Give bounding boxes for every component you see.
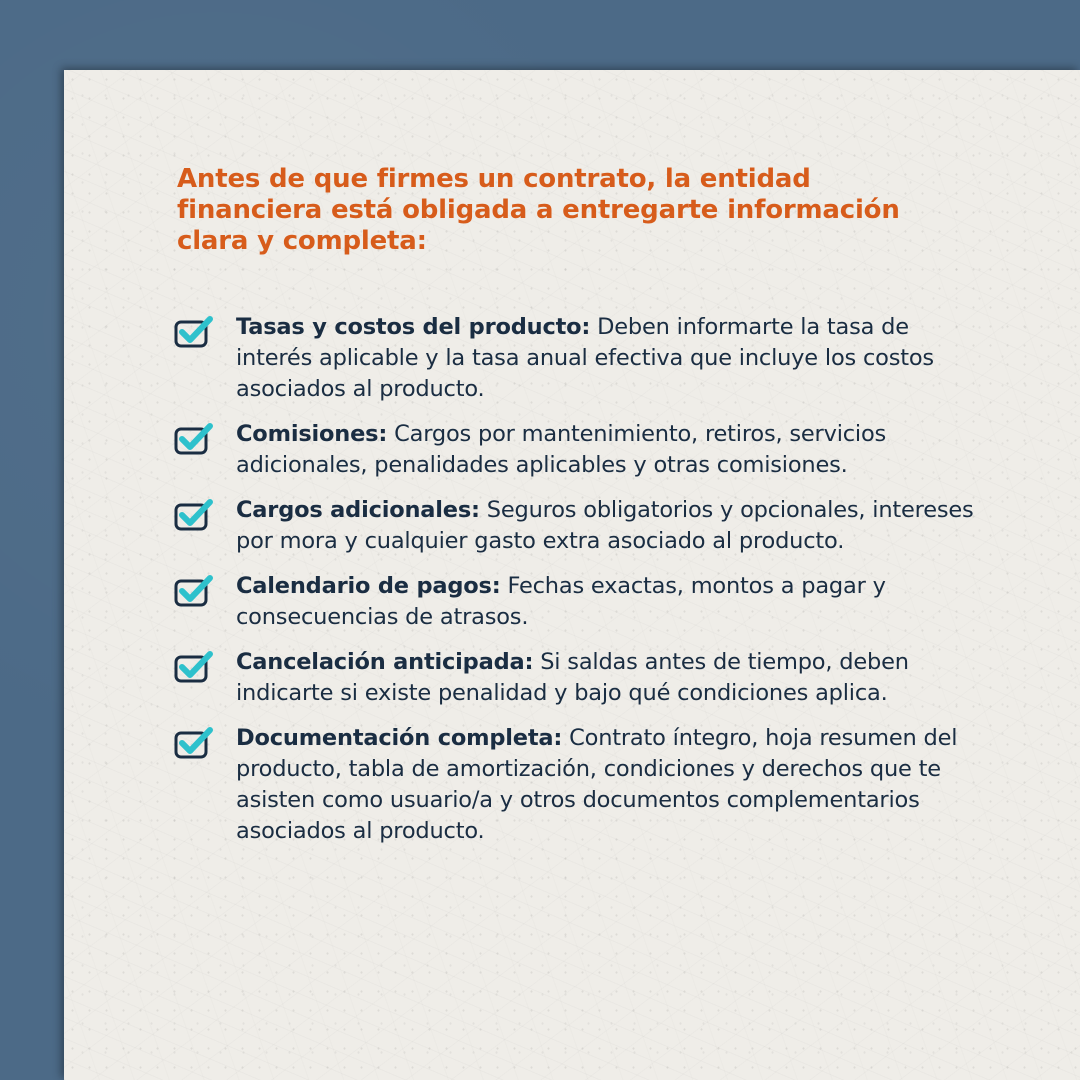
checkbox-checked-icon bbox=[174, 313, 214, 349]
item-title: Calendario de pagos: bbox=[236, 573, 501, 599]
list-item bbox=[174, 571, 974, 633]
page-heading: Antes de que firmes un contrato, la entidad financiera está obligada a entregarte información clara y completa: bbox=[177, 164, 900, 256]
requirements-list bbox=[174, 312, 974, 847]
checkbox-checked-icon bbox=[174, 572, 214, 608]
item-title: Cargos adicionales: bbox=[236, 497, 480, 523]
list-item bbox=[174, 312, 974, 405]
item-text: Cargos por mantenimiento, retiros, servicios adicionales, penalidades aplicables y otras comisiones. bbox=[236, 421, 887, 478]
list-item bbox=[174, 419, 974, 481]
item-title: Documentación completa: bbox=[236, 725, 563, 751]
checkbox-checked-icon bbox=[174, 648, 214, 684]
item-title: Tasas y costos del producto: bbox=[236, 314, 591, 340]
paper-sheet bbox=[64, 70, 1080, 1080]
item-text: Fechas exactas, montos a pagar y consecuencias de atrasos. bbox=[236, 573, 886, 630]
item-text: Seguros obligatorios y opcionales, intereses por mora y cualquier gasto extra asociado al producto. bbox=[236, 497, 974, 554]
checkbox-checked-icon bbox=[174, 496, 214, 532]
checkbox-checked-icon bbox=[174, 420, 214, 456]
checkbox-checked-icon bbox=[174, 724, 214, 760]
item-text: Contrato íntegro, hoja resumen del producto, tabla de amortización, condiciones y derechos que te asisten como usuario/a y otros documentos complementarios asociados al producto. bbox=[236, 725, 958, 844]
list-item bbox=[174, 495, 974, 557]
item-title: Comisiones: bbox=[236, 421, 388, 447]
list-item bbox=[174, 647, 974, 709]
item-title: Cancelación anticipada: bbox=[236, 649, 534, 675]
list-item bbox=[174, 723, 974, 847]
item-text: Deben informarte la tasa de interés aplicable y la tasa anual efectiva que incluye los costos asociados al producto. bbox=[236, 314, 934, 402]
item-text: Si saldas antes de tiempo, deben indicarte si existe penalidad y bajo qué condiciones aplica. bbox=[236, 649, 909, 706]
